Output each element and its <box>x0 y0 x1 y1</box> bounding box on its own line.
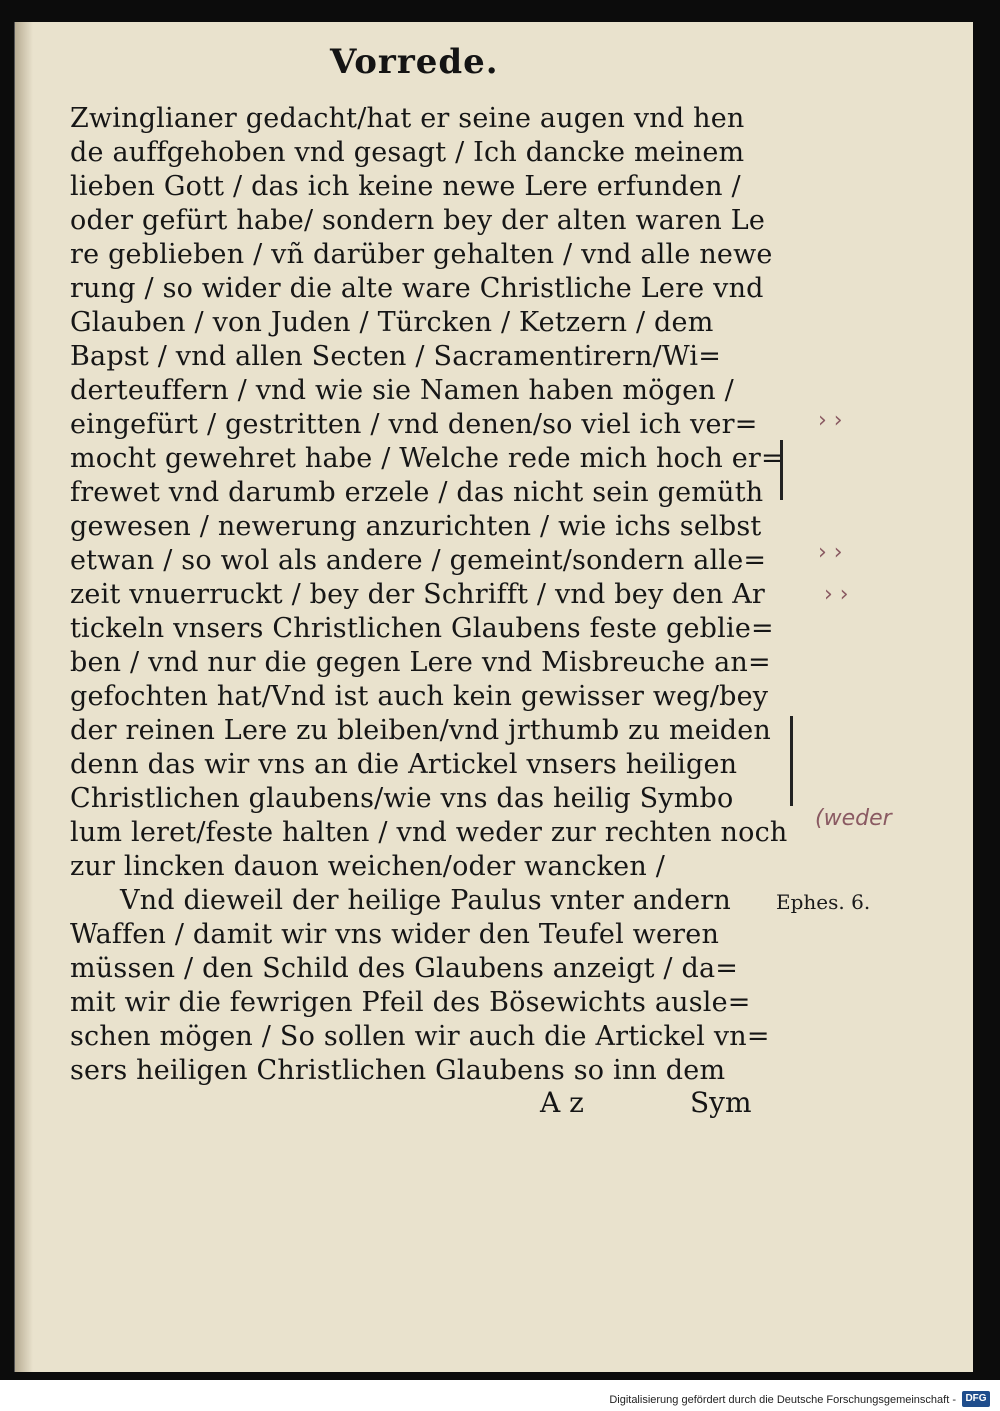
text-line: lieben Gott / das ich keine newe Lere erfunden / <box>70 171 741 202</box>
margin-mark: › › <box>818 408 843 433</box>
signature-mark: A z <box>540 1086 584 1119</box>
text-line: müssen / den Schild des Glaubens anzeigt / da= <box>70 953 739 984</box>
margin-reference: Ephes. 6. <box>776 890 871 914</box>
text-line: gewesen / newerung anzurichten / wie ichs selbst <box>70 511 762 542</box>
text-line: re geblieben / vñ darüber gehalten / vnd alle newe <box>70 239 773 270</box>
text-line: Zwinglianer gedacht/hat er seine augen vnd hen <box>70 103 745 134</box>
text-line: tickeln vnsers Christlichen Glaubens feste geblie= <box>70 613 774 644</box>
text-line: Christlichen glaubens/wie vns das heilig Symbo <box>70 783 734 814</box>
text-line: etwan / so wol als andere / gemeint/sondern alle= <box>70 545 767 576</box>
text-line: gefochten hat/Vnd ist auch kein gewisser weg/bey <box>70 681 769 712</box>
running-header: Vorrede. <box>330 42 499 82</box>
dfg-logo-icon: DFG <box>962 1391 990 1407</box>
text-line: derteuffern / vnd wie sie Namen haben mögen / <box>70 375 734 406</box>
text-line: denn das wir vns an die Artickel vnsers heiligen <box>70 749 738 780</box>
text-line-indent: Vnd dieweil der heilige Paulus vnter andern <box>120 885 731 916</box>
text-line: mocht gewehret habe / Welche rede mich hoch er= <box>70 443 784 474</box>
text-line: eingefürt / gestritten / vnd denen/so viel ich ver= <box>70 409 758 440</box>
text-line: rung / so wider die alte ware Christliche Lere vnd <box>70 273 764 304</box>
text-line: zeit vnuerruckt / bey der Schrifft / vnd bey den Ar <box>70 579 766 610</box>
text-line: sers heiligen Christlichen Glaubens so inn dem <box>70 1055 726 1086</box>
text-line: ben / vnd nur die gegen Lere vnd Misbreuche an= <box>70 647 771 678</box>
margin-annotation: (weder <box>815 806 892 831</box>
text-line: der reinen Lere zu bleiben/vnd jrthumb zu meiden <box>70 715 772 746</box>
catchword: Sym <box>690 1086 752 1119</box>
margin-bracket <box>780 440 783 500</box>
text-line: schen mögen / So sollen wir auch die Artickel vn= <box>70 1021 770 1052</box>
funding-notice: Digitalisierung gefördert durch die Deutsche Forschungsgemeinschaft - <box>609 1394 956 1406</box>
text-line: Waffen / damit wir vns wider den Teufel weren <box>70 919 720 950</box>
text-line: mit wir die fewrigen Pfeil des Bösewichts ausle= <box>70 987 751 1018</box>
text-line: lum leret/feste halten / vnd weder zur rechten noch <box>70 817 788 848</box>
text-line: frewet vnd darumb erzele / das nicht sein gemüth <box>70 477 764 508</box>
text-line: Glauben / von Juden / Türcken / Ketzern / dem <box>70 307 714 338</box>
margin-bracket <box>790 716 793 806</box>
text-line: de auffgehoben vnd gesagt / Ich dancke meinem <box>70 137 745 168</box>
margin-mark: › › <box>818 540 843 565</box>
text-line: zur lincken dauon weichen/oder wancken / <box>70 851 666 882</box>
text-line: Bapst / vnd allen Secten / Sacramentirern/Wi= <box>70 341 722 372</box>
margin-mark: › › <box>824 582 849 607</box>
text-line: oder gefürt habe/ sondern bey der alten waren Le <box>70 205 766 236</box>
